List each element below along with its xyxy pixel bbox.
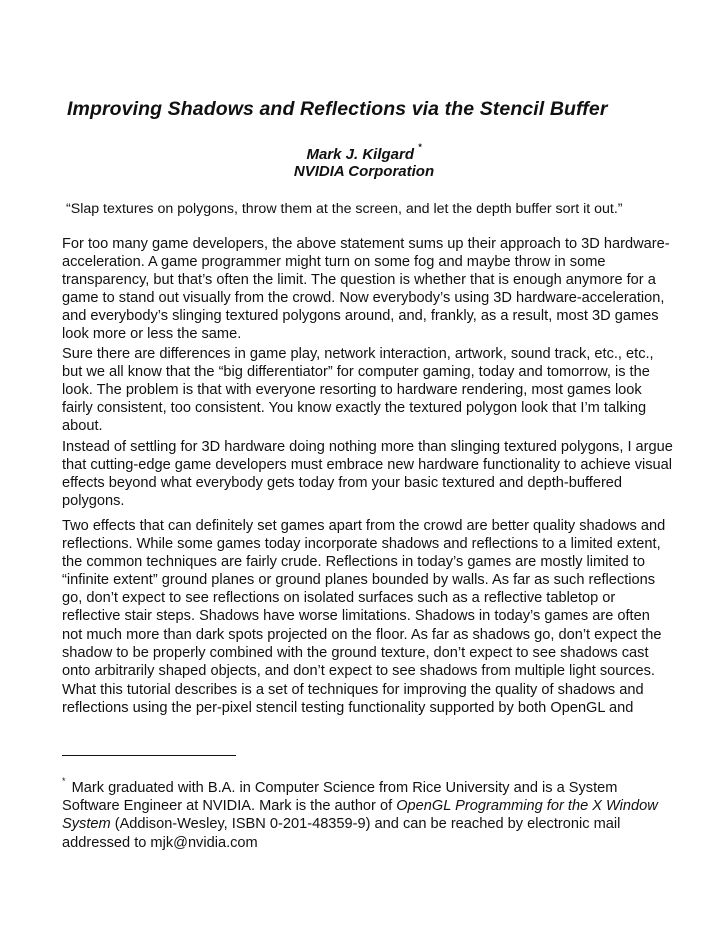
paragraph-line: Sure there are differences in game play, network interaction, artwork, sound track, etc., etc., — [62, 346, 654, 362]
paragraph-line: Two effects that can definitely set games apart from the crowd are better quality shadows and — [62, 518, 666, 534]
paragraph-line: game to stand out visually from the crowd. Now everybody’s using 3D hardware-acceleration, — [62, 290, 665, 307]
paragraph-line: effects beyond what everybody gets today from your basic textured and depth-buffered — [62, 475, 623, 492]
footnote-line — [62, 797, 682, 815]
paragraph-line: fairly consistent, too consistent. You know exactly the textured polygon look that I’m talking — [62, 400, 647, 417]
paragraph-4 — [62, 517, 692, 680]
paragraph-line: and everybody’s slinging textured polygons around, and, frankly, as a result, most 3D games — [62, 308, 659, 325]
paragraph-line: reflective stair steps. Shadows have worse limitations. Shadows in today’s games are often — [62, 608, 650, 625]
author-line — [0, 142, 728, 163]
paragraph-3 — [62, 438, 692, 510]
footnote-line — [62, 815, 682, 833]
book-title: OpenGL Programming for the X Window — [396, 798, 658, 815]
footnote-line: addressed to mjk@nvidia.com — [62, 834, 258, 851]
paragraph-line: not much more than dark spots projected on the floor. As far as shadows go, don’t expect the — [62, 626, 662, 643]
paragraph-line: reflections. While some games today incorporate shadows and reflections to a limited extent, — [62, 536, 661, 553]
author-footnote-marker[interactable]: * — [418, 142, 422, 152]
paragraph-line: polygons. — [62, 493, 125, 510]
paragraph-5 — [62, 681, 692, 717]
footnote-line — [62, 774, 682, 797]
paragraph-1 — [62, 235, 692, 344]
paragraph-2 — [62, 345, 692, 435]
paragraph-line: but we all know that the “big differentiator” for computer gaming, today and tomorrow, is the — [62, 364, 650, 381]
paragraph-line: shadow to be properly combined with the ground texture, don’t expect to see shadows cast — [62, 644, 649, 661]
footnote-text: Mark graduated with B.A. in Computer Science from Rice University and is a System — [71, 779, 618, 796]
paragraph-line: “infinite extent” ground planes or ground planes bounded by walls. As far as such reflections — [62, 572, 656, 589]
footnote-marker: * — [62, 776, 66, 786]
paragraph-line: onto arbitrarily shaped objects, and don’t expect to see shadows from multiple light sources. — [62, 662, 655, 679]
paragraph-line: look more or less the same. — [62, 326, 242, 343]
paragraph-line: go, don’t expect to see reflections on isolated surfaces such as a reflective tabletop or — [62, 590, 616, 607]
paragraph-line: the common techniques are fairly crude. Reflections in today’s games are mostly limited to — [62, 554, 645, 571]
footnote-separator — [62, 755, 236, 756]
footnote-text: (Addison-Wesley, ISBN 0-201-48359-9) and can be reached by electronic mail — [110, 816, 621, 833]
paragraph-line: reflections using the per-pixel stencil testing functionality supported by both OpenGL and — [62, 700, 634, 717]
paragraph-line: about. — [62, 418, 103, 435]
paragraph-line: acceleration. A game programmer might turn on some fog and maybe throw in some — [62, 254, 606, 271]
author-affiliation: NVIDIA Corporation — [293, 163, 435, 180]
document-title: Improving Shadows and Reflections via the Stencil Buffer — [67, 98, 608, 120]
paragraph-line: transparency, but that’s often the limit. The question is whether that is enough anymore for a — [62, 272, 656, 289]
author-name: Mark J. Kilgard — [306, 146, 415, 163]
paragraph-line: look. The problem is that with everyone resorting to hardware rendering, most games look — [62, 382, 642, 399]
paragraph-line: What this tutorial describes is a set of techniques for improving the quality of shadows and — [62, 682, 644, 698]
epigraph-quote: “Slap textures on polygons, throw them at the screen, and let the depth buffer sort it out.” — [66, 201, 623, 217]
paragraph-line: For too many game developers, the above statement sums up their approach to 3D hardware- — [62, 236, 670, 252]
paragraph-line: Instead of settling for 3D hardware doing nothing more than slinging textured polygons, I argue — [62, 439, 673, 455]
footnote — [62, 774, 682, 852]
paragraph-line: that cutting-edge game developers must embrace new hardware functionality to achieve visual — [62, 457, 673, 474]
book-title-continued: System — [62, 816, 111, 833]
footnote-text: Software Engineer at NVIDIA. Mark is the author of — [62, 798, 397, 815]
